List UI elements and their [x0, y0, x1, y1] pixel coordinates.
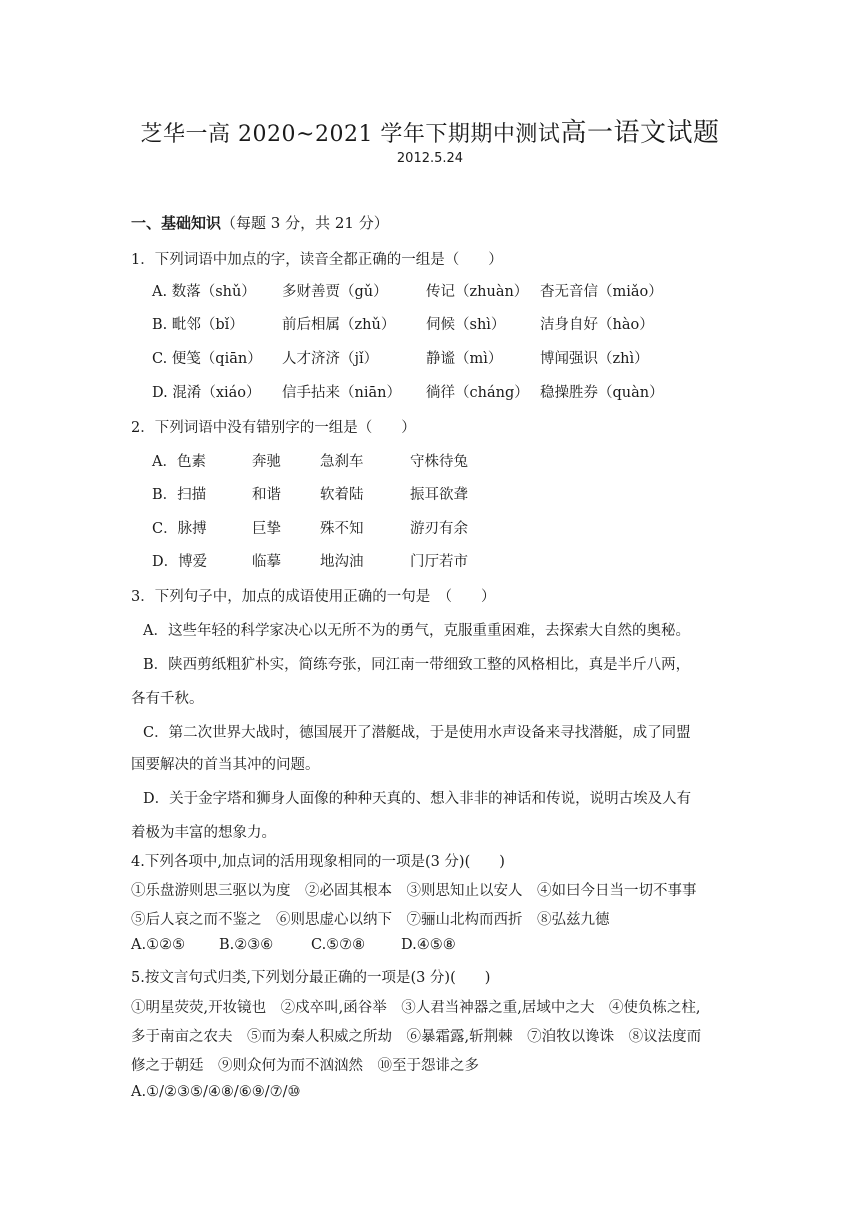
q5-items-line2: 多于南亩之农夫 ⑤而为秦人积威之所劫 ⑥暴霜露,斩荆棘 ⑦洎牧以谗诛 ⑧议法度而	[131, 1029, 702, 1045]
q1-stem: 1．下列词语中加点的字，读音全都正确的一组是（ ）	[131, 252, 503, 268]
q5-option-a: A.①/②③⑤/④⑧/⑥⑨/⑦/⑩	[131, 1084, 301, 1100]
page-title	[0, 112, 860, 149]
exam-date: 2012.5.24	[396, 151, 464, 166]
q4-stem: 4.下列各项中,加点词的活用现象相同的一项是(3 分)( )	[131, 854, 505, 870]
q1-c-1: C. 便笺（qiān）	[152, 351, 262, 367]
q1-c-3: 静谧（mì）	[426, 351, 503, 367]
q1-d-3: 徜徉（cháng）	[426, 385, 529, 401]
q1-a-4: 杳无音信（miǎo）	[540, 284, 663, 300]
q2-a-3: 急刹车	[320, 454, 364, 470]
q3-option-c-line2: 国要解决的首当其冲的问题。	[131, 757, 320, 773]
q4-option-c: C.⑤⑦⑧	[311, 937, 366, 953]
q4-items-line2: ⑤后人哀之而不鉴之 ⑥则思虚心以纳下 ⑦骊山北构而西折 ⑧弘兹九德	[131, 912, 610, 928]
q3-option-d-line2: 着极为丰富的想象力。	[131, 825, 276, 841]
q2-c-1: C．脉搏	[152, 521, 207, 537]
section-title: 一、基础知识	[131, 214, 222, 232]
q2-d-3: 地沟油	[320, 554, 364, 570]
q1-a-3: 传记（zhuàn）	[426, 284, 529, 300]
q2-c-3: 殊不知	[320, 521, 364, 537]
q2-stem: 2．下列词语中没有错别字的一组是（ ）	[131, 420, 416, 436]
section-note: （每题 3 分，共 21 分）	[221, 214, 389, 232]
q2-b-1: B．扫描	[152, 487, 207, 503]
section-heading	[131, 212, 389, 233]
q3-option-a: A．这些年轻的科学家决心以无所不为的勇气，克服重重困难，去探索大自然的奥秘。	[143, 623, 690, 639]
q1-d-4: 稳操胜券（quàn）	[540, 385, 664, 401]
q4-option-b: B.②③⑥	[219, 937, 274, 953]
q5-items-line1: ①明星荧荧,开妆镜也 ②戍卒叫,函谷举 ③人君当神器之重,居域中之大 ④使负栋之柱,	[131, 1000, 701, 1016]
q4-option-a: A.①②⑤	[131, 937, 186, 953]
q3-stem: 3．下列句子中，加点的成语使用正确的一句是 （ ）	[131, 589, 496, 605]
q1-c-2: 人才济济（jǐ）	[282, 351, 379, 367]
q5-stem: 5.按文言句式归类,下列划分最正确的一项是(3 分)( )	[131, 970, 491, 986]
q2-d-1: D．博爱	[152, 554, 208, 570]
q1-a-2: 多财善贾（gǔ）	[282, 284, 388, 300]
q2-d-4: 门厅若市	[410, 554, 468, 570]
q2-b-3: 软着陆	[320, 487, 364, 503]
q4-items-line1: ①乐盘游则思三驱以为度 ②必固其根本 ③则思知止以安人 ④如曰今日当一切不事事	[131, 883, 697, 899]
q3-option-b-line2: 各有千秋。	[131, 691, 204, 707]
q1-b-4: 洁身自好（hào）	[540, 317, 654, 333]
q1-b-2: 前后相属（zhǔ）	[282, 317, 396, 333]
q2-b-2: 和谐	[252, 487, 281, 503]
q2-a-1: A．色素	[152, 454, 206, 470]
q1-d-1: D. 混淆（xiáo）	[152, 385, 261, 401]
q2-a-4: 守株待兔	[410, 454, 468, 470]
q1-b-1: B. 毗邻（bǐ）	[152, 317, 244, 333]
q2-c-2: 巨挚	[252, 521, 281, 537]
title-suffix: 高一语文试题	[560, 118, 720, 148]
q1-c-4: 博闻强识（zhì）	[540, 351, 649, 367]
q1-d-2: 信手拈来（niān）	[282, 385, 401, 401]
q4-option-d: D.④⑤⑧	[401, 937, 456, 953]
q2-b-4: 振耳欲聋	[410, 487, 468, 503]
q1-b-3: 伺候（shì）	[426, 317, 506, 333]
q1-a-1: A. 数落（shǔ）	[152, 284, 256, 300]
q2-d-2: 临摹	[252, 554, 281, 570]
q3-option-c-line1: C．第二次世界大战时，德国展开了潜艇战，于是使用水声设备来寻找潜艇，成了同盟	[143, 725, 691, 741]
title-prefix: 芝华一高 2020~2021 学年下期期中测试	[140, 122, 561, 147]
q5-items-line3: 修之于朝廷 ⑨则众何为而不汹汹然 ⑩至于怨诽之多	[131, 1058, 479, 1074]
q3-option-d-line1: D．关于金字塔和狮身人面像的种种天真的、想入非非的神话和传说，说明古埃及人有	[143, 791, 692, 807]
q2-a-2: 奔驰	[252, 454, 281, 470]
q2-c-4: 游刃有余	[410, 521, 468, 537]
q3-option-b-line1: B．陕西剪纸粗犷朴实，简练夸张，同江南一带细致工整的风格相比，真是半斤八两，	[143, 657, 691, 673]
